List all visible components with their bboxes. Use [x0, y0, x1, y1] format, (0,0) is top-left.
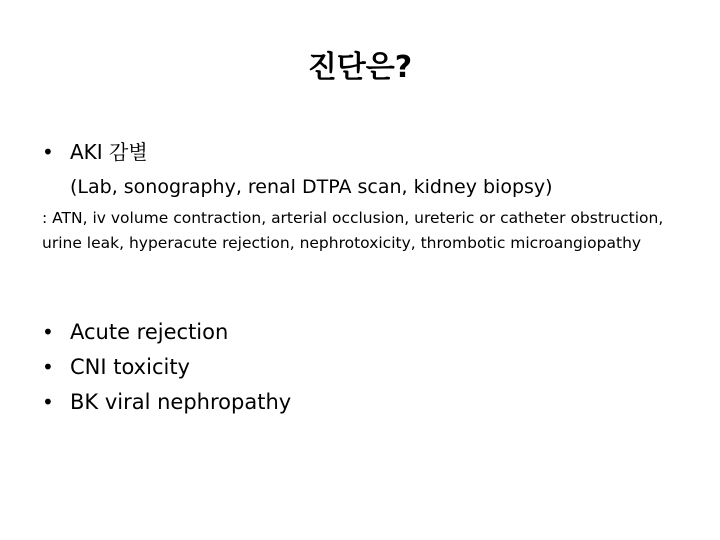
- list-item: [42, 318, 291, 353]
- diagnosis-list: [42, 318, 291, 423]
- list-item-label: Acute rejection: [70, 320, 229, 344]
- bullet-marker: •: [42, 390, 54, 414]
- differential-list-text: : ATN, iv volume contraction, arterial occlusion, ureteric or catheter obstruction, urine leak, hyperacute rejection, nephrotoxicity, thrombotic microangiopathy: [42, 209, 664, 252]
- bullet-aki: [42, 138, 148, 166]
- bullet-marker: •: [42, 140, 54, 164]
- slide-title: 진단은?: [307, 50, 413, 85]
- bullet-marker: •: [42, 320, 54, 344]
- list-item: [42, 353, 291, 388]
- list-item-label: BK viral nephropathy: [70, 390, 292, 414]
- list-item: [42, 388, 291, 423]
- aki-workup-line: (Lab, sonography, renal DTPA scan, kidney biopsy): [70, 176, 553, 198]
- bullet-aki-label: AKI 감별: [70, 140, 148, 164]
- bullet-marker: •: [42, 355, 54, 379]
- list-item-label: CNI toxicity: [70, 355, 190, 379]
